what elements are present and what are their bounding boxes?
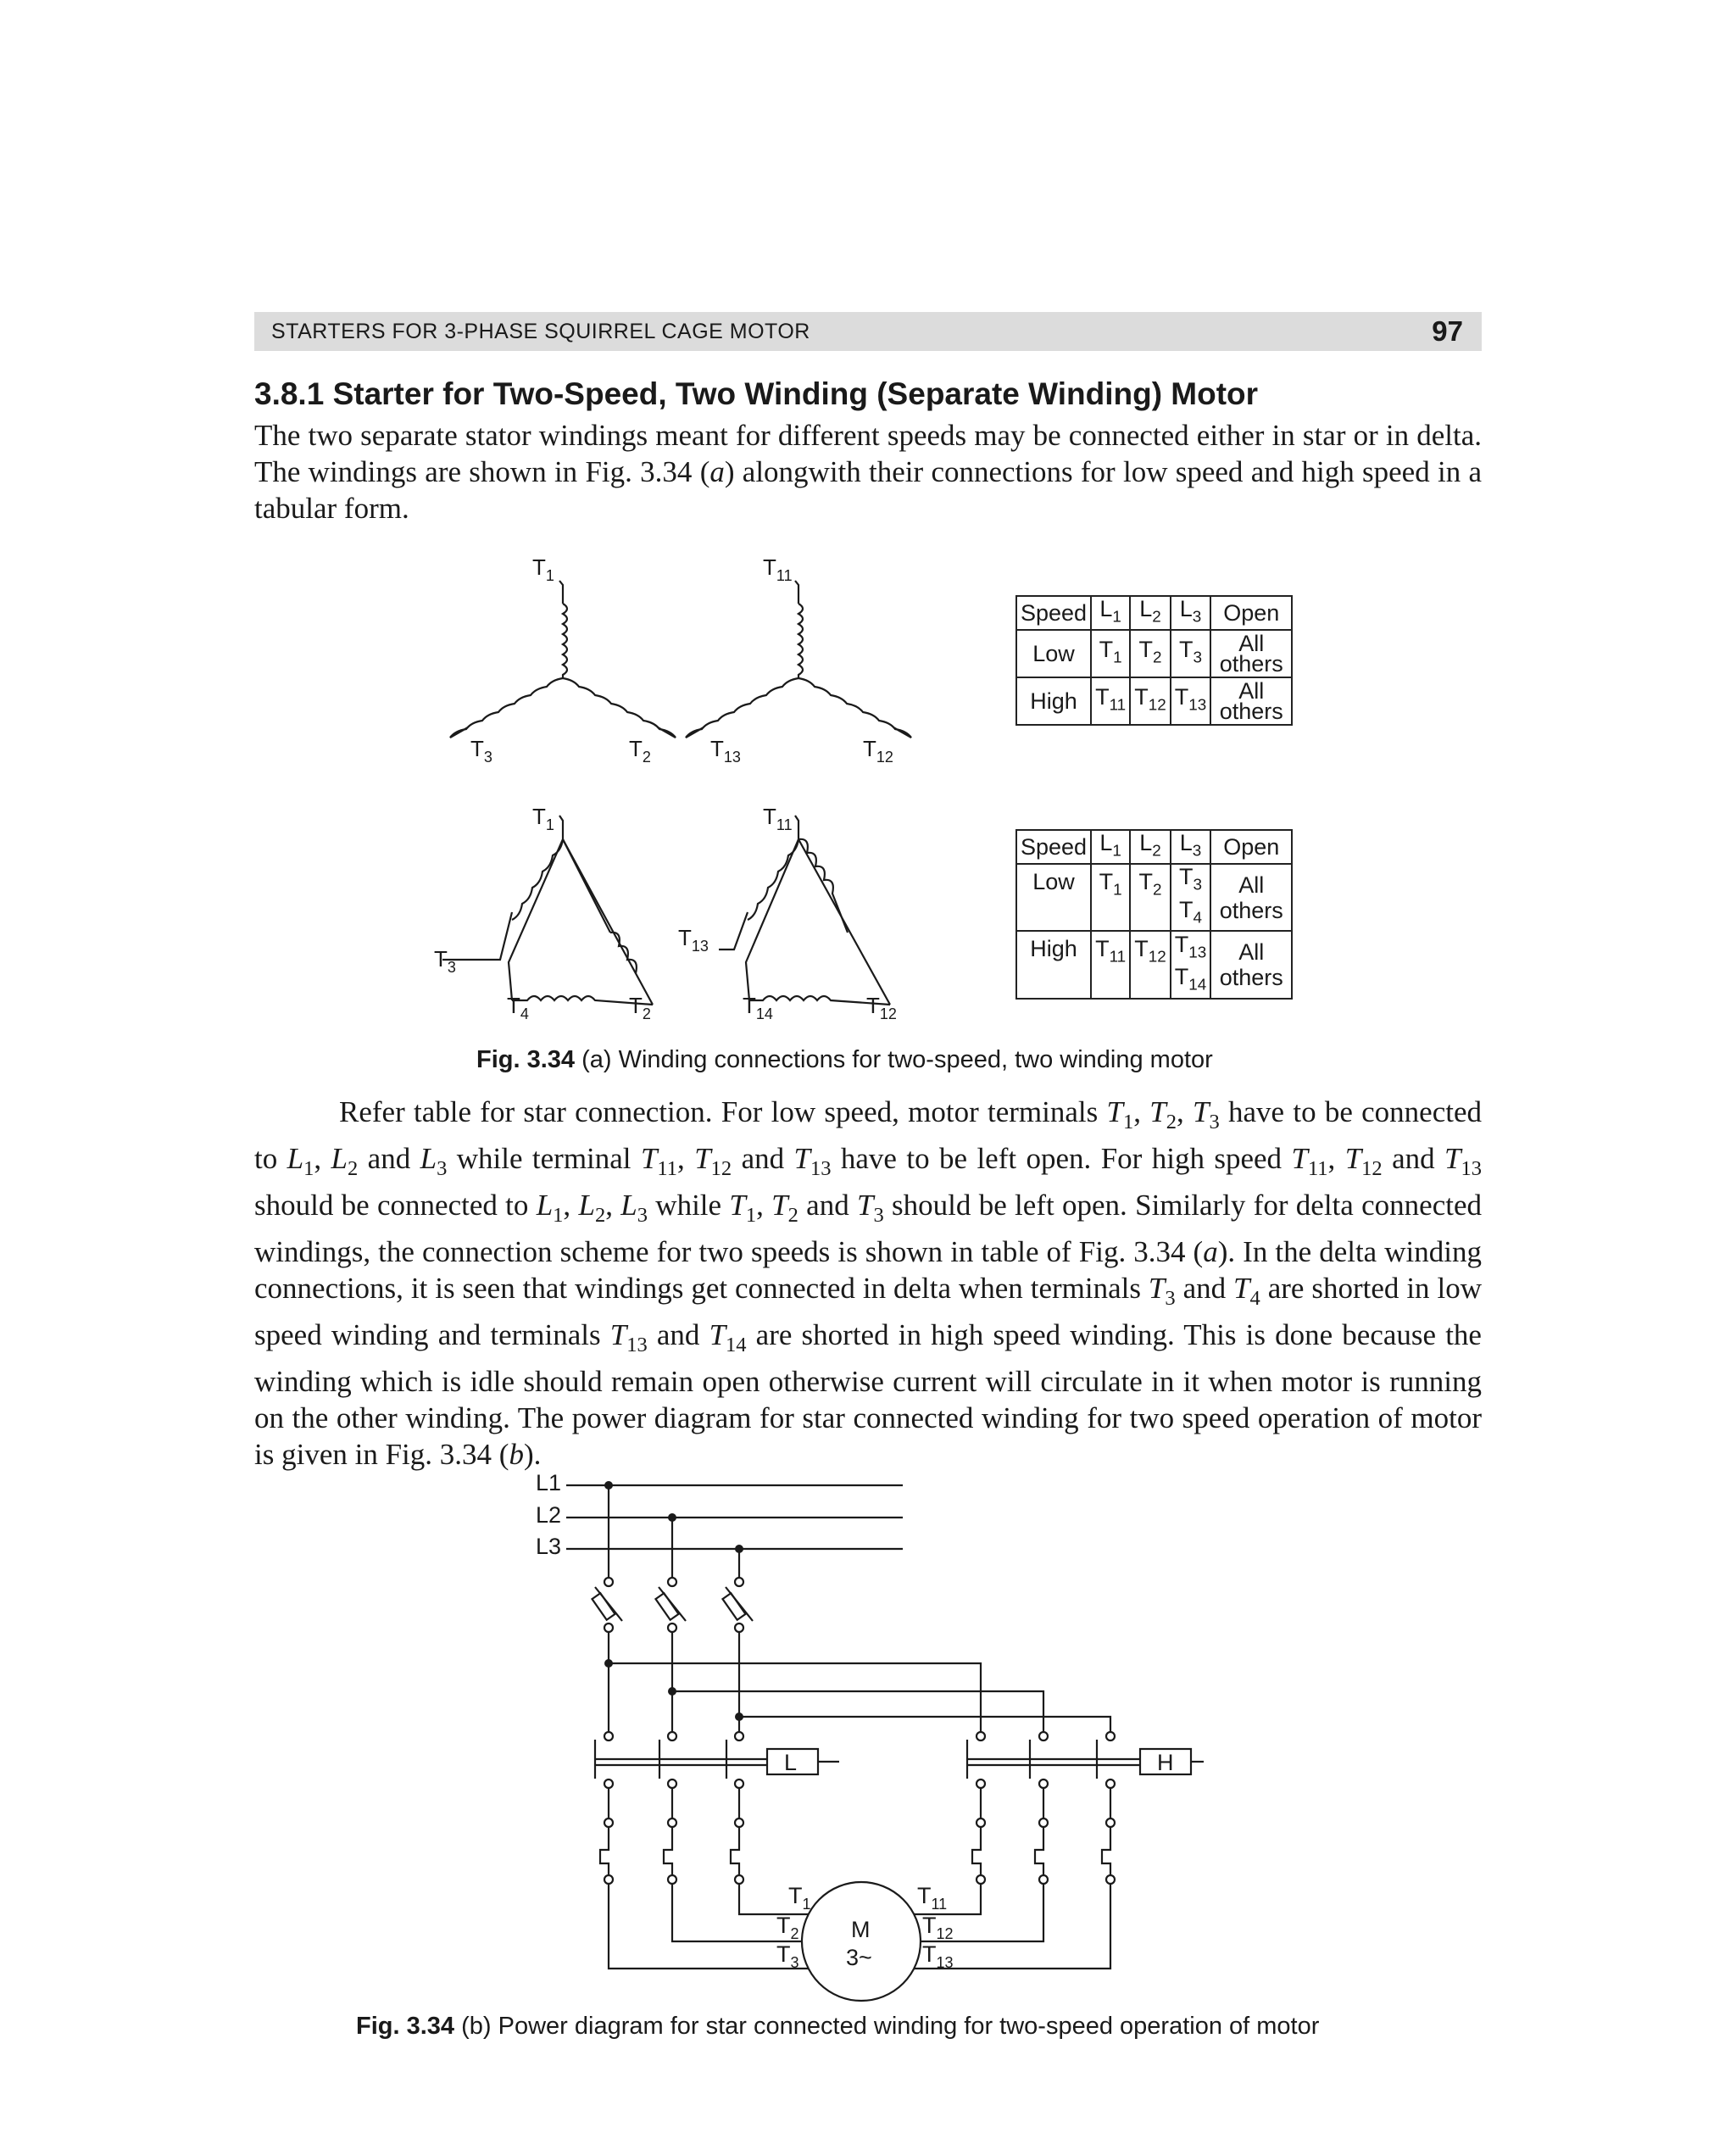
table-cell: $T_3$ bbox=[1171, 630, 1211, 677]
figure-b-caption bbox=[356, 2013, 1319, 2041]
motor-t1-label: $T_1$ bbox=[788, 1883, 811, 1913]
table-cell: High bbox=[1016, 931, 1091, 999]
table-cell: $T_2$ bbox=[1130, 630, 1171, 677]
figure-b-label: Fig. 3.34 bbox=[356, 2013, 455, 2040]
motor-t3-label: $T_3$ bbox=[776, 1941, 799, 1971]
table-header: Speed bbox=[1016, 596, 1091, 630]
section-heading: 3.8.1 Starter for Two-Speed, Two Winding (Separate Winding) Motor bbox=[254, 376, 1259, 411]
t11-label-star: $T_{11}$ bbox=[763, 554, 793, 584]
figure-a-label: Fig. 3.34 bbox=[476, 1046, 576, 1073]
table-cell: All others bbox=[1210, 677, 1292, 725]
t12-label-star: $T_{12}$ bbox=[863, 736, 893, 766]
table-header: Open bbox=[1210, 830, 1292, 864]
table-cell: $T_{11}$ bbox=[1091, 677, 1130, 725]
page-number: 97 bbox=[1432, 315, 1463, 347]
t13-label-star: $T_{13}$ bbox=[710, 736, 741, 766]
t14-label-delta: $T_{14}$ bbox=[743, 993, 773, 1022]
t13-label-delta: $T_{13}$ bbox=[678, 925, 709, 955]
table-cell: $T_{12}$ bbox=[1130, 677, 1171, 725]
table-cell: Low bbox=[1016, 630, 1091, 677]
t1-label-delta: $T_1$ bbox=[532, 804, 554, 833]
table-header: $L_1$ bbox=[1091, 596, 1130, 630]
motor-symbol: M bbox=[851, 1917, 871, 1942]
motor-t11-label: $T_{11}$ bbox=[917, 1883, 948, 1913]
fuses bbox=[592, 1587, 753, 1621]
line-l2-label: L2 bbox=[536, 1502, 562, 1528]
table-header: Speed bbox=[1016, 830, 1091, 864]
high-contactor-label: H bbox=[1157, 1750, 1174, 1775]
figure-b-text: (b) Power diagram for star connected winding for two-speed operation of motor bbox=[461, 2013, 1320, 2040]
table-cell: $T_1$ bbox=[1091, 630, 1130, 677]
t3-label-star: $T_3$ bbox=[470, 736, 492, 766]
table-cell: All others bbox=[1210, 931, 1292, 999]
table-cell: $T_1$ bbox=[1091, 864, 1130, 931]
t2-label-star: $T_2$ bbox=[629, 736, 651, 766]
t12-label-delta: $T_{12}$ bbox=[866, 993, 897, 1022]
running-title: STARTERS FOR 3-PHASE SQUIRREL CAGE MOTOR bbox=[271, 320, 810, 343]
table-header: Open bbox=[1210, 596, 1292, 630]
t4-label-delta: $T_4$ bbox=[507, 993, 529, 1022]
t11-label-delta: $T_{11}$ bbox=[763, 804, 793, 833]
figure-a-text: (a) Winding connections for two-speed, two winding motor bbox=[581, 1046, 1213, 1073]
line-l1-label: L1 bbox=[536, 1470, 562, 1495]
table-cell: Low bbox=[1016, 864, 1091, 931]
table-cell: $T_2$ bbox=[1130, 864, 1171, 931]
table-cell: $T_{12}$ bbox=[1130, 931, 1171, 999]
table-header: $L_3$ bbox=[1171, 596, 1211, 630]
t2-label-delta: $T_2$ bbox=[629, 993, 651, 1022]
motor-type: 3~ bbox=[846, 1945, 872, 1970]
line-l3-label: L3 bbox=[536, 1534, 562, 1559]
low-contactor-label: L bbox=[784, 1750, 798, 1775]
table-header: $L_2$ bbox=[1130, 596, 1171, 630]
table-cell: All others bbox=[1210, 630, 1292, 677]
table-header: $L_3$ bbox=[1171, 830, 1211, 864]
motor-t2-label: $T_2$ bbox=[776, 1913, 799, 1942]
motor-t12-label: $T_{12}$ bbox=[922, 1913, 954, 1942]
table-cell: High bbox=[1016, 677, 1091, 725]
motor-t13-label: $T_{13}$ bbox=[922, 1941, 954, 1971]
body-paragraph: Refer table for star connection. For low speed, motor terminals $T_1$, $T_2$, $T_3$ have to be connected to $L_1$, $L_2$ and $L_3$ while terminal $T_{11}$, $T_{12}$ and $T_{13}$ have to be left open. For high speed $T_{11}$, $T_{12}$ and $T_{13}$ should be connected to $L_1$, $L_2$, $L_3$ while $T_1$, $T_2$ and $T_3$ should be left open. Similarly for delta connected windings, the connection scheme for two speeds is shown in table of Fig. 3.34 (a). In the delta winding connections, it is seen that windings get connected in delta when terminals $T_3$ and $T_4$ are shorted in low speed winding and terminals $T_{13}$ and $T_{14}$ are shorted in high speed winding. This is done because the winding which is idle should remain open otherwise current will circulate in it when motor is running on the other winding. The power diagram for star connected winding for two speed operation of motor is given in Fig. 3.34 (b). bbox=[254, 1095, 1483, 1471]
t1-label-star: $T_1$ bbox=[532, 554, 554, 584]
table-cell: $T_{11}$ bbox=[1091, 931, 1130, 999]
table-cell: All others bbox=[1210, 864, 1292, 931]
table-cell: $T_{13}$ $T_{14}$ bbox=[1171, 931, 1211, 999]
table-cell: $T_{13}$ bbox=[1171, 677, 1211, 725]
table-header: $L_1$ bbox=[1091, 830, 1130, 864]
table-cell: $T_3$ $T_4$ bbox=[1171, 864, 1211, 931]
t3-label-delta: $T_3$ bbox=[434, 946, 456, 976]
table-header: $L_2$ bbox=[1130, 830, 1171, 864]
intro-paragraph: The two separate stator windings meant for different speeds may be connected either in star or in delta. The windings are shown in Fig. 3.34 (a) alongwith their connections for low speed and high speed in a tabular form. bbox=[254, 419, 1482, 525]
